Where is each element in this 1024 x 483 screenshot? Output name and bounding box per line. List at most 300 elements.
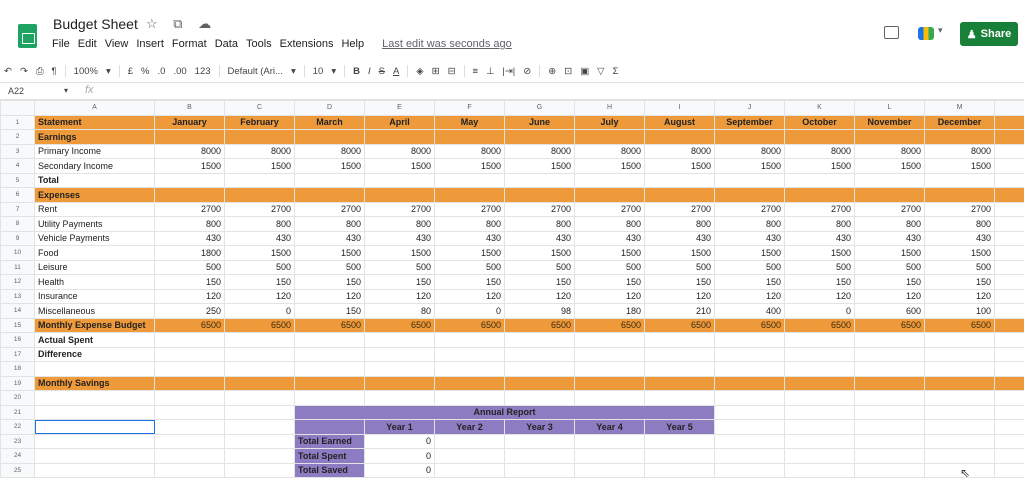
data-cell[interactable]: 120: [365, 289, 435, 304]
data-cell[interactable]: [225, 188, 295, 203]
data-cell[interactable]: 1500: [645, 246, 715, 261]
italic-button[interactable]: I: [367, 65, 371, 77]
annual-report-value[interactable]: [435, 434, 505, 449]
data-cell[interactable]: 8000: [155, 144, 225, 159]
data-cell[interactable]: [225, 420, 295, 435]
data-cell[interactable]: 430: [715, 231, 785, 246]
data-cell[interactable]: [365, 333, 435, 348]
data-cell[interactable]: [995, 144, 1024, 159]
data-cell[interactable]: [995, 188, 1024, 203]
row-header[interactable]: 18: [1, 362, 35, 377]
data-cell[interactable]: [855, 347, 925, 362]
text-rotate-icon[interactable]: ⊘: [523, 65, 532, 77]
data-cell[interactable]: 430: [225, 231, 295, 246]
data-cell[interactable]: [855, 391, 925, 406]
data-cell[interactable]: 2700: [225, 202, 295, 217]
data-cell[interactable]: [995, 202, 1024, 217]
row-header[interactable]: 3: [1, 144, 35, 159]
selected-cell-a22[interactable]: [35, 420, 155, 435]
data-cell[interactable]: [995, 347, 1024, 362]
data-cell[interactable]: 80: [365, 304, 435, 319]
insert-comment-icon[interactable]: ⊡: [564, 65, 573, 77]
data-cell[interactable]: [575, 362, 645, 377]
row-label-cell[interactable]: [35, 391, 155, 406]
data-cell[interactable]: [155, 347, 225, 362]
data-cell[interactable]: [715, 188, 785, 203]
data-cell[interactable]: June: [505, 115, 575, 130]
data-cell[interactable]: 6500: [365, 318, 435, 333]
data-cell[interactable]: 6500: [645, 318, 715, 333]
data-cell[interactable]: [225, 376, 295, 391]
data-cell[interactable]: [295, 333, 365, 348]
annual-report-value[interactable]: [505, 463, 575, 478]
data-cell[interactable]: [855, 405, 925, 420]
data-cell[interactable]: 1500: [295, 246, 365, 261]
data-cell[interactable]: [295, 362, 365, 377]
data-cell[interactable]: [225, 463, 295, 478]
data-cell[interactable]: December: [925, 115, 995, 130]
borders-icon[interactable]: ⊞: [431, 65, 440, 77]
data-cell[interactable]: [995, 260, 1024, 275]
data-cell[interactable]: 800: [785, 217, 855, 232]
text-color-button[interactable]: A: [392, 65, 400, 77]
data-cell[interactable]: [35, 434, 155, 449]
data-cell[interactable]: [575, 376, 645, 391]
data-cell[interactable]: 1500: [785, 159, 855, 174]
data-cell[interactable]: 8000: [715, 144, 785, 159]
annual-report-value[interactable]: [505, 449, 575, 464]
data-cell[interactable]: [715, 434, 785, 449]
row-header[interactable]: 24: [1, 449, 35, 464]
data-cell[interactable]: 150: [855, 275, 925, 290]
row-header[interactable]: 9: [1, 231, 35, 246]
data-cell[interactable]: 6500: [225, 318, 295, 333]
data-cell[interactable]: [155, 376, 225, 391]
star-move-cloud-icons[interactable]: ☆ ⧉ ☁: [146, 16, 218, 31]
decrease-decimal-button[interactable]: .0: [157, 65, 166, 77]
data-cell[interactable]: [995, 115, 1024, 130]
data-cell[interactable]: 150: [715, 275, 785, 290]
data-cell[interactable]: [785, 333, 855, 348]
data-cell[interactable]: 2700: [855, 202, 925, 217]
data-cell[interactable]: 430: [155, 231, 225, 246]
data-cell[interactable]: [505, 391, 575, 406]
data-cell[interactable]: 8000: [365, 144, 435, 159]
data-cell[interactable]: February: [225, 115, 295, 130]
data-cell[interactable]: [365, 391, 435, 406]
data-cell[interactable]: 1500: [855, 246, 925, 261]
annual-report-label[interactable]: Total Saved: [295, 463, 365, 478]
data-cell[interactable]: 1500: [225, 159, 295, 174]
data-cell[interactable]: 2700: [715, 202, 785, 217]
data-cell[interactable]: [435, 391, 505, 406]
insert-link-icon[interactable]: ⊕: [548, 65, 557, 77]
row-header[interactable]: 1: [1, 115, 35, 130]
data-cell[interactable]: [995, 449, 1024, 464]
data-cell[interactable]: [995, 318, 1024, 333]
data-cell[interactable]: [785, 434, 855, 449]
data-cell[interactable]: [995, 463, 1024, 478]
annual-report-value[interactable]: [575, 463, 645, 478]
data-cell[interactable]: 150: [575, 275, 645, 290]
column-header-extra[interactable]: [995, 101, 1024, 116]
data-cell[interactable]: [715, 173, 785, 188]
data-cell[interactable]: [645, 362, 715, 377]
annual-report-label[interactable]: Total Earned: [295, 434, 365, 449]
data-cell[interactable]: 800: [505, 217, 575, 232]
data-cell[interactable]: 1500: [225, 246, 295, 261]
data-cell[interactable]: [785, 376, 855, 391]
data-cell[interactable]: [435, 347, 505, 362]
menu-item-extensions[interactable]: Extensions: [279, 38, 334, 50]
font-size-select[interactable]: 10: [312, 65, 324, 77]
data-cell[interactable]: 430: [575, 231, 645, 246]
data-cell[interactable]: 120: [155, 289, 225, 304]
data-cell[interactable]: 800: [295, 217, 365, 232]
data-cell[interactable]: [295, 347, 365, 362]
data-cell[interactable]: 1500: [505, 159, 575, 174]
column-header-g[interactable]: G: [505, 101, 575, 116]
row-header[interactable]: 12: [1, 275, 35, 290]
data-cell[interactable]: 1500: [435, 246, 505, 261]
data-cell[interactable]: [715, 347, 785, 362]
fill-color-icon[interactable]: ◈: [416, 65, 424, 77]
row-label-cell[interactable]: Difference: [35, 347, 155, 362]
data-cell[interactable]: 2700: [645, 202, 715, 217]
data-cell[interactable]: January: [155, 115, 225, 130]
column-header-c[interactable]: C: [225, 101, 295, 116]
last-edit-link[interactable]: Last edit was seconds ago: [382, 38, 512, 50]
data-cell[interactable]: 500: [785, 260, 855, 275]
year-header[interactable]: Year 5: [645, 420, 715, 435]
data-cell[interactable]: [35, 463, 155, 478]
data-cell[interactable]: 800: [435, 217, 505, 232]
data-cell[interactable]: 500: [575, 260, 645, 275]
data-cell[interactable]: [365, 376, 435, 391]
data-cell[interactable]: [855, 434, 925, 449]
data-cell[interactable]: [995, 391, 1024, 406]
data-cell[interactable]: 600: [855, 304, 925, 319]
merge-cells-icon[interactable]: ⊟: [447, 65, 456, 77]
row-label-cell[interactable]: Primary Income: [35, 144, 155, 159]
row-header[interactable]: 2: [1, 130, 35, 145]
data-cell[interactable]: [645, 391, 715, 406]
row-label-cell[interactable]: Rent: [35, 202, 155, 217]
data-cell[interactable]: 150: [785, 275, 855, 290]
row-header[interactable]: 13: [1, 289, 35, 304]
data-cell[interactable]: 800: [645, 217, 715, 232]
data-cell[interactable]: 800: [925, 217, 995, 232]
data-cell[interactable]: [925, 449, 995, 464]
data-cell[interactable]: [925, 188, 995, 203]
data-cell[interactable]: [435, 188, 505, 203]
data-cell[interactable]: 500: [435, 260, 505, 275]
data-cell[interactable]: [645, 347, 715, 362]
data-cell[interactable]: 210: [645, 304, 715, 319]
row-label-cell[interactable]: Earnings: [35, 130, 155, 145]
data-cell[interactable]: [715, 405, 785, 420]
data-cell[interactable]: [225, 449, 295, 464]
data-cell[interactable]: [785, 347, 855, 362]
data-cell[interactable]: 6500: [785, 318, 855, 333]
data-cell[interactable]: [155, 130, 225, 145]
menu-item-format[interactable]: Format: [171, 38, 207, 50]
column-header-l[interactable]: L: [855, 101, 925, 116]
menu-item-insert[interactable]: Insert: [136, 38, 164, 50]
data-cell[interactable]: 2700: [155, 202, 225, 217]
annual-report-label[interactable]: Total Spent: [295, 449, 365, 464]
data-cell[interactable]: 1500: [925, 246, 995, 261]
paint-format-icon[interactable]: ¶: [51, 65, 57, 77]
data-cell[interactable]: [435, 362, 505, 377]
strikethrough-button[interactable]: S: [378, 65, 385, 77]
data-cell[interactable]: [925, 347, 995, 362]
data-cell[interactable]: 2700: [505, 202, 575, 217]
data-cell[interactable]: [435, 376, 505, 391]
column-header-m[interactable]: M: [925, 101, 995, 116]
data-cell[interactable]: 8000: [435, 144, 505, 159]
text-wrap-icon[interactable]: |⇥|: [502, 65, 516, 77]
data-cell[interactable]: 100: [925, 304, 995, 319]
year-header[interactable]: Year 1: [365, 420, 435, 435]
data-cell[interactable]: [35, 405, 155, 420]
row-label-cell[interactable]: Actual Spent: [35, 333, 155, 348]
data-cell[interactable]: [925, 362, 995, 377]
data-cell[interactable]: [995, 434, 1024, 449]
data-cell[interactable]: [505, 130, 575, 145]
data-cell[interactable]: 8000: [295, 144, 365, 159]
row-label-cell[interactable]: Food: [35, 246, 155, 261]
data-cell[interactable]: [505, 188, 575, 203]
data-cell[interactable]: [225, 347, 295, 362]
data-cell[interactable]: 2700: [575, 202, 645, 217]
data-cell[interactable]: [855, 362, 925, 377]
year-header[interactable]: Year 4: [575, 420, 645, 435]
data-cell[interactable]: 8000: [575, 144, 645, 159]
data-cell[interactable]: [925, 391, 995, 406]
annual-report-value[interactable]: [575, 449, 645, 464]
data-cell[interactable]: [995, 333, 1024, 348]
undo-icon[interactable]: ↶: [4, 65, 12, 77]
cell-table[interactable]: [0, 100, 1024, 478]
row-label-cell[interactable]: Leisure: [35, 260, 155, 275]
column-header-k[interactable]: K: [785, 101, 855, 116]
data-cell[interactable]: [995, 376, 1024, 391]
year-header[interactable]: Year 3: [505, 420, 575, 435]
data-cell[interactable]: 2700: [365, 202, 435, 217]
data-cell[interactable]: 120: [575, 289, 645, 304]
data-cell[interactable]: [785, 420, 855, 435]
horizontal-align-icon[interactable]: ≡: [472, 65, 479, 77]
annual-report-value[interactable]: 0: [365, 434, 435, 449]
data-cell[interactable]: [785, 130, 855, 145]
row-header[interactable]: 15: [1, 318, 35, 333]
data-cell[interactable]: 430: [785, 231, 855, 246]
data-cell[interactable]: [365, 362, 435, 377]
data-cell[interactable]: 400: [715, 304, 785, 319]
data-cell[interactable]: [855, 130, 925, 145]
data-cell[interactable]: [855, 449, 925, 464]
data-cell[interactable]: [715, 376, 785, 391]
data-cell[interactable]: 500: [645, 260, 715, 275]
data-cell[interactable]: 120: [715, 289, 785, 304]
row-header[interactable]: 11: [1, 260, 35, 275]
data-cell[interactable]: [785, 173, 855, 188]
data-cell[interactable]: 500: [505, 260, 575, 275]
data-cell[interactable]: 250: [155, 304, 225, 319]
percent-format-button[interactable]: %: [141, 65, 150, 77]
data-cell[interactable]: [155, 434, 225, 449]
data-cell[interactable]: 1500: [365, 246, 435, 261]
annual-report-value[interactable]: 0: [365, 463, 435, 478]
data-cell[interactable]: 150: [155, 275, 225, 290]
data-cell[interactable]: [995, 231, 1024, 246]
column-header-h[interactable]: H: [575, 101, 645, 116]
data-cell[interactable]: [435, 130, 505, 145]
data-cell[interactable]: 120: [295, 289, 365, 304]
spreadsheet-grid[interactable]: [0, 100, 1024, 483]
data-cell[interactable]: 150: [645, 275, 715, 290]
data-cell[interactable]: 1500: [435, 159, 505, 174]
data-cell[interactable]: [785, 463, 855, 478]
row-header[interactable]: 19: [1, 376, 35, 391]
data-cell[interactable]: 500: [155, 260, 225, 275]
data-cell[interactable]: [295, 188, 365, 203]
data-cell[interactable]: [855, 376, 925, 391]
data-cell[interactable]: 150: [365, 275, 435, 290]
data-cell[interactable]: [225, 333, 295, 348]
data-cell[interactable]: 98: [505, 304, 575, 319]
data-cell[interactable]: [155, 362, 225, 377]
data-cell[interactable]: [575, 347, 645, 362]
data-cell[interactable]: [645, 130, 715, 145]
data-cell[interactable]: 1500: [715, 159, 785, 174]
row-label-cell[interactable]: Secondary Income: [35, 159, 155, 174]
data-cell[interactable]: [575, 391, 645, 406]
data-cell[interactable]: [155, 463, 225, 478]
data-cell[interactable]: [645, 376, 715, 391]
row-label-cell[interactable]: Statement: [35, 115, 155, 130]
data-cell[interactable]: May: [435, 115, 505, 130]
data-cell[interactable]: 6500: [295, 318, 365, 333]
data-cell[interactable]: [995, 420, 1024, 435]
data-cell[interactable]: [715, 420, 785, 435]
data-cell[interactable]: [995, 275, 1024, 290]
data-cell[interactable]: [785, 188, 855, 203]
data-cell[interactable]: [855, 188, 925, 203]
row-label-cell[interactable]: Miscellaneous: [35, 304, 155, 319]
filter-icon[interactable]: ▽: [597, 65, 605, 77]
data-cell[interactable]: [225, 405, 295, 420]
data-cell[interactable]: [35, 449, 155, 464]
data-cell[interactable]: 800: [575, 217, 645, 232]
name-box[interactable]: A22: [8, 86, 25, 96]
data-cell[interactable]: [365, 188, 435, 203]
row-label-cell[interactable]: Expenses: [35, 188, 155, 203]
data-cell[interactable]: 150: [925, 275, 995, 290]
row-header[interactable]: 8: [1, 217, 35, 232]
data-cell[interactable]: [855, 333, 925, 348]
data-cell[interactable]: 800: [715, 217, 785, 232]
data-cell[interactable]: 150: [295, 275, 365, 290]
functions-icon[interactable]: Σ: [612, 65, 619, 77]
data-cell[interactable]: 1500: [575, 246, 645, 261]
data-cell[interactable]: 8000: [785, 144, 855, 159]
annual-report-value[interactable]: [575, 434, 645, 449]
data-cell[interactable]: 430: [925, 231, 995, 246]
data-cell[interactable]: 1500: [855, 159, 925, 174]
data-cell[interactable]: [225, 130, 295, 145]
data-cell[interactable]: [925, 333, 995, 348]
data-cell[interactable]: [575, 130, 645, 145]
data-cell[interactable]: 1500: [925, 159, 995, 174]
data-cell[interactable]: 8000: [925, 144, 995, 159]
data-cell[interactable]: [995, 246, 1024, 261]
data-cell[interactable]: 1800: [155, 246, 225, 261]
data-cell[interactable]: [995, 173, 1024, 188]
menu-item-view[interactable]: View: [104, 38, 129, 50]
data-cell[interactable]: [575, 173, 645, 188]
row-label-cell[interactable]: Vehicle Payments: [35, 231, 155, 246]
data-cell[interactable]: [225, 434, 295, 449]
data-cell[interactable]: [155, 449, 225, 464]
data-cell[interactable]: March: [295, 115, 365, 130]
data-cell[interactable]: [225, 173, 295, 188]
data-cell[interactable]: 6500: [925, 318, 995, 333]
data-cell[interactable]: [155, 333, 225, 348]
data-cell[interactable]: 1500: [365, 159, 435, 174]
zoom-select[interactable]: 100%: [73, 65, 98, 77]
year-header[interactable]: Year 2: [435, 420, 505, 435]
data-cell[interactable]: [925, 173, 995, 188]
data-cell[interactable]: [925, 376, 995, 391]
column-header-e[interactable]: E: [365, 101, 435, 116]
data-cell[interactable]: [995, 405, 1024, 420]
data-cell[interactable]: [785, 391, 855, 406]
row-label-cell[interactable]: Health: [35, 275, 155, 290]
data-cell[interactable]: [365, 347, 435, 362]
data-cell[interactable]: [855, 173, 925, 188]
data-cell[interactable]: 180: [575, 304, 645, 319]
menu-item-file[interactable]: File: [52, 38, 70, 50]
data-cell[interactable]: 430: [365, 231, 435, 246]
menu-item-help[interactable]: Help: [341, 38, 365, 50]
row-header[interactable]: 21: [1, 405, 35, 420]
data-cell[interactable]: [995, 217, 1024, 232]
data-cell[interactable]: 120: [925, 289, 995, 304]
data-cell[interactable]: 0: [225, 304, 295, 319]
data-cell[interactable]: [505, 362, 575, 377]
column-header-a[interactable]: A: [35, 101, 155, 116]
data-cell[interactable]: November: [855, 115, 925, 130]
row-header[interactable]: 5: [1, 173, 35, 188]
share-button[interactable]: [960, 22, 1018, 46]
data-cell[interactable]: [715, 463, 785, 478]
data-cell[interactable]: [295, 391, 365, 406]
data-cell[interactable]: [435, 333, 505, 348]
data-cell[interactable]: [785, 362, 855, 377]
row-header[interactable]: 17: [1, 347, 35, 362]
row-label-cell[interactable]: [35, 362, 155, 377]
row-label-cell[interactable]: Insurance: [35, 289, 155, 304]
data-cell[interactable]: 6500: [435, 318, 505, 333]
data-cell[interactable]: 6500: [155, 318, 225, 333]
data-cell[interactable]: 800: [225, 217, 295, 232]
data-cell[interactable]: 430: [505, 231, 575, 246]
data-cell[interactable]: [505, 333, 575, 348]
data-cell[interactable]: 150: [225, 275, 295, 290]
data-cell[interactable]: 430: [855, 231, 925, 246]
